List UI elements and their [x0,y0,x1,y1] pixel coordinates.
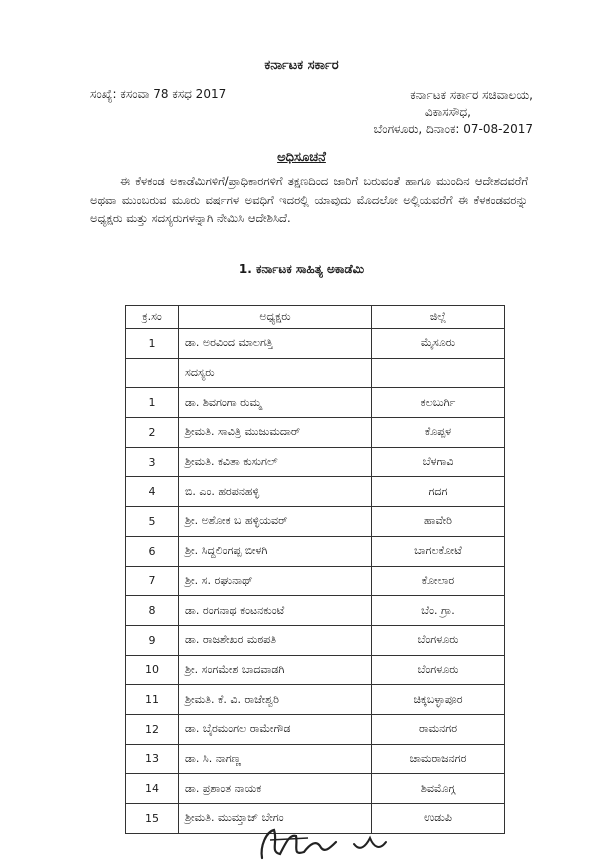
member-serial: 5 [126,507,179,537]
members-label: ಸದಸ್ಯರು [179,358,372,388]
table-row [126,685,505,715]
member-district: ಚಾಮರಾಜನಗರ [372,744,505,774]
member-serial: 10 [126,655,179,685]
table-row [126,774,505,804]
member-district: ಶಿವಮೊಗ್ಗ [372,774,505,804]
member-serial: 9 [126,625,179,655]
member-name: ಶ್ರೀ. ಅಶೋಕ ಬ ಹಳ್ಳಿಯವರ್ [179,507,372,537]
president-district: ಮೈಸೂರು [372,329,505,359]
table-row [126,447,505,477]
member-name: ಡಾ. ರಂಗನಾಥ ಕಂಟನಕುಂಟೆ [179,596,372,626]
member-serial: 11 [126,685,179,715]
address-line-2: ವಿಕಾಸಸೌಧ, [424,105,471,119]
table-row [126,536,505,566]
member-serial: 13 [126,744,179,774]
members-label-empty [126,358,179,388]
member-district: ಚಿಕ್ಕಬಳ್ಳಾಪೂರ [372,685,505,715]
member-district: ರಾಮನಗರ [372,714,505,744]
member-serial: 7 [126,566,179,596]
notification-title: ಅಧಿಸೂಚನೆ [277,150,326,165]
header-serial: ಕ್ರ.ಸಂ [126,306,179,329]
table-row [126,418,505,448]
table-header-row [126,306,505,329]
members-label-row [126,358,505,388]
president-name: ಡಾ. ಅರವಿಂದ ಮಾಲಗತ್ತಿ [179,329,372,359]
member-serial: 2 [126,418,179,448]
notification-body: ಈ ಕೆಳಕಂಡ ಅಕಾಡೆಮಿಗಳಿಗೆ/ಪ್ರಾಧಿಕಾರಗಳಿಗೆ ತಕ್ಷಣದಿಂದ ಜಾರಿಗೆ ಬರುವಂತೆ ಹಾಗೂ ಮುಂದಿನ ಆದೇಶದವರೆಗೆ ಅಥವಾ ಮುಂಬರುವ ಮೂರು ವರ್ಷಗಳ ಅವಧಿಗೆ ಇದರಲ್ಲಿ ಯಾವುದು ಮೊದಲೋ ಅಲ್ಲಿಯವರೆಗೆ ಈ ಕೆಳಕಂಡವರನ್ನು ಅಧ್ಯಕ್ಷರು ಮತ್ತು ಸದಸ್ಯರುಗಳನ್ನಾಗಿ ನೇಮಿಸಿ ಆದೇಶಿಸಿದೆ. [90,174,528,225]
office-address [374,87,533,138]
member-serial: 6 [126,536,179,566]
member-name: ಶ್ರೀಮತಿ. ಕವಿತಾ ಕುಸುಗಲ್ [179,447,372,477]
members-table [125,305,505,834]
member-serial: 4 [126,477,179,507]
table-row [126,477,505,507]
member-name: ಶ್ರೀಮತಿ. ಕೆ. ವಿ. ರಾಜೇಶ್ವರಿ [179,685,372,715]
member-district: ಬೆಂಗಳೂರು [372,655,505,685]
member-serial: 14 [126,774,179,804]
table-row [126,596,505,626]
member-district: ಹಾವೇರಿ [372,507,505,537]
member-district: ಉಡುಪಿ [372,804,505,834]
president-serial: 1 [126,329,179,359]
member-name: ಶ್ರೀಮತಿ. ಸಾವಿತ್ರಿ ಮುಜುಮದಾರ್ [179,418,372,448]
members-label-empty-2 [372,358,505,388]
member-name: ಡಾ. ರಾಜಶೇಖರ ಮಠಪತಿ [179,625,372,655]
table-row [126,625,505,655]
member-district: ಕಲಬುರ್ಗಿ [372,388,505,418]
member-name: ಶ್ರೀಮತಿ. ಮುಮ್ತಾಜ್ ಬೇಗಂ [179,804,372,834]
header-district: ಜಿಲ್ಲೆ [372,306,505,329]
member-name: ಡಾ. ಬೈರಮಂಗಲ ರಾಮೇಗೌಡ [179,714,372,744]
member-name: ಶ್ರೀ. ಸ. ರಘುನಾಥ್ [179,566,372,596]
table-row [126,507,505,537]
member-district: ಬೆಂಗಳೂರು [372,625,505,655]
member-name: ಬಿ. ಎಂ. ಹರಪನಹಳ್ಳಿ [179,477,372,507]
table-row [126,388,505,418]
member-name: ಶ್ರೀ. ಸಿದ್ದಲಿಂಗಪ್ಪ ಬೀಳಗಿ [179,536,372,566]
member-name: ಶ್ರೀ. ಸಂಗಮೇಶ ಬಾದವಾಡಗಿ [179,655,372,685]
member-district: ಗದಗ [372,477,505,507]
table-row [126,566,505,596]
member-name: ಡಾ. ಸಿ. ನಾಗಣ್ಣ [179,744,372,774]
table-row [126,744,505,774]
member-name: ಡಾ. ಪ್ರಶಾಂತ ನಾಯಕ [179,774,372,804]
member-name: ಡಾ. ಶಿವಗಂಗಾ ರುಮ್ಮ [179,388,372,418]
address-line-1: ಕರ್ನಾಟಕ ಸರ್ಕಾರ ಸಚಿವಾಲಯ, [410,88,533,102]
section-title: 1. ಕರ್ನಾಟಕ ಸಾಹಿತ್ಯ ಅಕಾಡೆಮಿ [238,262,365,276]
member-district: ಬೆಳಗಾವಿ [372,447,505,477]
member-serial: 1 [126,388,179,418]
member-district: ಬಾಗಲಕೋಟೆ [372,536,505,566]
president-row [126,329,505,359]
header-president: ಅಧ್ಯಕ್ಷರು [179,306,372,329]
member-serial: 12 [126,714,179,744]
government-heading: ಕರ್ನಾಟಕ ಸರ್ಕಾರ [264,58,339,73]
table-row [126,714,505,744]
table-row [126,655,505,685]
member-district: ಕೊಪ್ಪಳ [372,418,505,448]
address-date-line: ಬೆಂಗಳೂರು, ದಿನಾಂಕ: 07-08-2017 [373,122,533,136]
member-serial: 15 [126,804,179,834]
member-serial: 8 [126,596,179,626]
member-district: ಬೆಂ. ಗ್ರಾ. [372,596,505,626]
order-reference: ಸಂಖ್ಯೆ: ಕಸಂವಾ 78 ಕಸಧ 2017 [90,87,227,101]
member-serial: 3 [126,447,179,477]
member-district: ಕೋಲಾರ [372,566,505,596]
signature [250,822,410,863]
